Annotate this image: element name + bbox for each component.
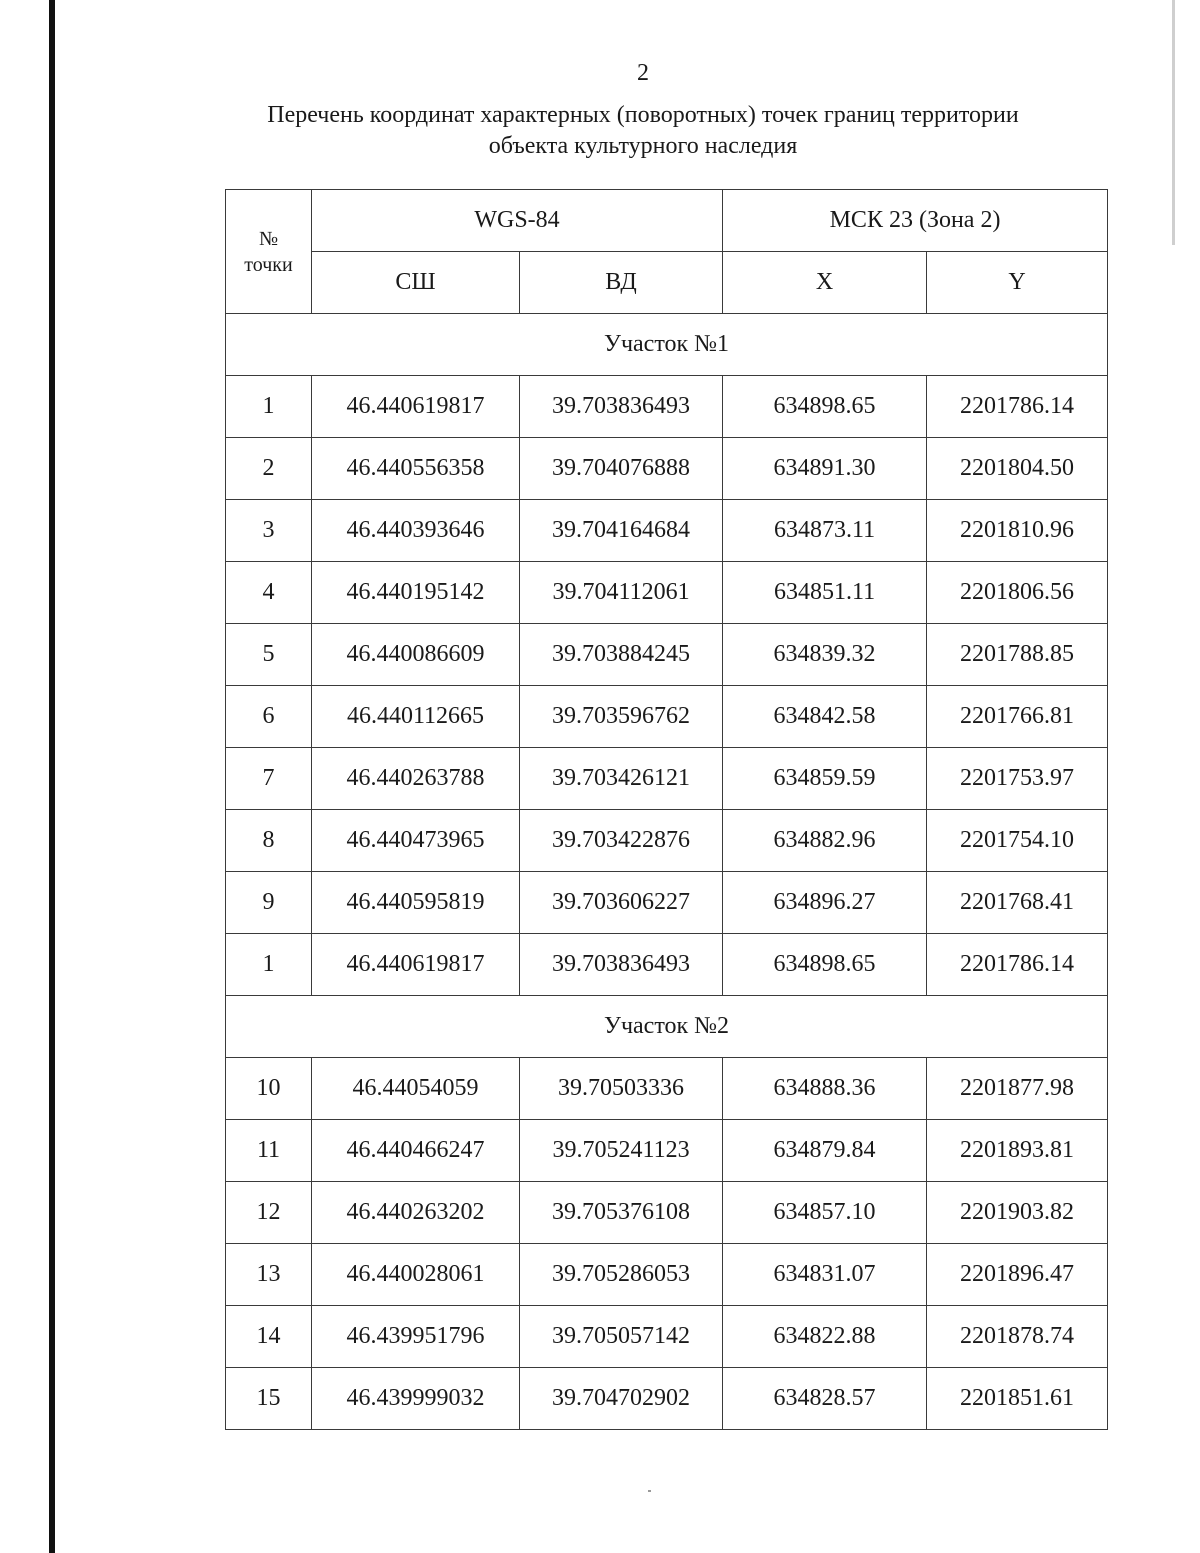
table-row xyxy=(226,1368,1108,1430)
section-title: Участок №1 xyxy=(226,314,1108,376)
cell-latitude: 46.440112665 xyxy=(312,686,520,748)
cell-latitude: 46.440263202 xyxy=(312,1182,520,1244)
cell-latitude: 46.440619817 xyxy=(312,934,520,996)
cell-x: 634898.65 xyxy=(723,376,927,438)
table-row xyxy=(226,500,1108,562)
cell-longitude: 39.703426121 xyxy=(520,748,723,810)
cell-longitude: 39.704702902 xyxy=(520,1368,723,1430)
cell-point-number: 11 xyxy=(226,1120,312,1182)
cell-longitude: 39.70503336 xyxy=(520,1058,723,1120)
cell-point-number: 6 xyxy=(226,686,312,748)
cell-point-number: 12 xyxy=(226,1182,312,1244)
cell-x: 634851.11 xyxy=(723,562,927,624)
document-title xyxy=(200,100,1086,162)
table-body xyxy=(226,314,1108,1430)
cell-longitude: 39.704164684 xyxy=(520,500,723,562)
cell-latitude: 46.440195142 xyxy=(312,562,520,624)
cell-y: 2201806.56 xyxy=(927,562,1108,624)
header-y: Y xyxy=(927,252,1108,314)
cell-x: 634873.11 xyxy=(723,500,927,562)
cell-point-number: 15 xyxy=(226,1368,312,1430)
cell-longitude: 39.705057142 xyxy=(520,1306,723,1368)
cell-x: 634842.58 xyxy=(723,686,927,748)
cell-point-number: 8 xyxy=(226,810,312,872)
table-row xyxy=(226,562,1108,624)
table-row xyxy=(226,872,1108,934)
header-row-groups xyxy=(226,190,1108,252)
cell-latitude: 46.439999032 xyxy=(312,1368,520,1430)
cell-latitude: 46.440466247 xyxy=(312,1120,520,1182)
header-latitude: СШ xyxy=(312,252,520,314)
section-row xyxy=(226,314,1108,376)
table-row xyxy=(226,748,1108,810)
cell-x: 634822.88 xyxy=(723,1306,927,1368)
cell-point-number: 3 xyxy=(226,500,312,562)
cell-longitude: 39.705241123 xyxy=(520,1120,723,1182)
cell-point-number: 13 xyxy=(226,1244,312,1306)
table-row xyxy=(226,686,1108,748)
cell-point-number: 14 xyxy=(226,1306,312,1368)
cell-longitude: 39.703606227 xyxy=(520,872,723,934)
header-point-number xyxy=(226,190,312,314)
cell-longitude: 39.703422876 xyxy=(520,810,723,872)
table-row xyxy=(226,1244,1108,1306)
scan-edge-left xyxy=(49,0,55,1553)
coordinates-table xyxy=(225,189,1108,1430)
cell-longitude: 39.704112061 xyxy=(520,562,723,624)
cell-point-number: 7 xyxy=(226,748,312,810)
table-header xyxy=(226,190,1108,314)
scan-speck xyxy=(648,1490,651,1492)
cell-longitude: 39.703836493 xyxy=(520,376,723,438)
cell-y: 2201851.61 xyxy=(927,1368,1108,1430)
header-no-symbol: № xyxy=(258,227,279,250)
cell-longitude: 39.705376108 xyxy=(520,1182,723,1244)
table-row xyxy=(226,624,1108,686)
table-row xyxy=(226,1306,1108,1368)
cell-point-number: 4 xyxy=(226,562,312,624)
cell-x: 634831.07 xyxy=(723,1244,927,1306)
cell-latitude: 46.440595819 xyxy=(312,872,520,934)
title-line-2: объекта культурного наследия xyxy=(488,133,798,159)
header-longitude: ВД xyxy=(520,252,723,314)
cell-y: 2201766.81 xyxy=(927,686,1108,748)
cell-point-number: 1 xyxy=(226,376,312,438)
section-title: Участок №2 xyxy=(226,996,1108,1058)
cell-y: 2201877.98 xyxy=(927,1058,1108,1120)
cell-latitude: 46.440473965 xyxy=(312,810,520,872)
section-row xyxy=(226,996,1108,1058)
cell-y: 2201786.14 xyxy=(927,376,1108,438)
cell-point-number: 2 xyxy=(226,438,312,500)
header-x: X xyxy=(723,252,927,314)
cell-point-number: 9 xyxy=(226,872,312,934)
table-row xyxy=(226,1058,1108,1120)
title-line-1: Перечень координат характерных (поворотных) точек границ территории xyxy=(267,102,1019,128)
cell-y: 2201878.74 xyxy=(927,1306,1108,1368)
cell-latitude: 46.440263788 xyxy=(312,748,520,810)
cell-y: 2201786.14 xyxy=(927,934,1108,996)
cell-y: 2201788.85 xyxy=(927,624,1108,686)
scan-edge-right xyxy=(1172,0,1175,245)
cell-longitude: 39.704076888 xyxy=(520,438,723,500)
cell-longitude: 39.703836493 xyxy=(520,934,723,996)
cell-y: 2201903.82 xyxy=(927,1182,1108,1244)
cell-x: 634879.84 xyxy=(723,1120,927,1182)
cell-point-number: 5 xyxy=(226,624,312,686)
table-row xyxy=(226,438,1108,500)
cell-x: 634888.36 xyxy=(723,1058,927,1120)
cell-longitude: 39.703884245 xyxy=(520,624,723,686)
cell-y: 2201810.96 xyxy=(927,500,1108,562)
cell-latitude: 46.44054059 xyxy=(312,1058,520,1120)
cell-x: 634859.59 xyxy=(723,748,927,810)
cell-longitude: 39.705286053 xyxy=(520,1244,723,1306)
cell-latitude: 46.440086609 xyxy=(312,624,520,686)
header-wgs84: WGS-84 xyxy=(312,190,723,252)
table-row xyxy=(226,934,1108,996)
cell-longitude: 39.703596762 xyxy=(520,686,723,748)
table-row xyxy=(226,810,1108,872)
cell-latitude: 46.440556358 xyxy=(312,438,520,500)
table-row xyxy=(226,1182,1108,1244)
table-row xyxy=(226,1120,1108,1182)
cell-x: 634898.65 xyxy=(723,934,927,996)
cell-y: 2201893.81 xyxy=(927,1120,1108,1182)
header-msk23: МСК 23 (Зона 2) xyxy=(723,190,1108,252)
cell-x: 634882.96 xyxy=(723,810,927,872)
header-row-columns xyxy=(226,252,1108,314)
cell-y: 2201768.41 xyxy=(927,872,1108,934)
cell-x: 634839.32 xyxy=(723,624,927,686)
cell-latitude: 46.440619817 xyxy=(312,376,520,438)
cell-x: 634891.30 xyxy=(723,438,927,500)
page-number: 2 xyxy=(637,60,649,86)
cell-latitude: 46.439951796 xyxy=(312,1306,520,1368)
table-row xyxy=(226,376,1108,438)
cell-x: 634828.57 xyxy=(723,1368,927,1430)
header-no-word: точки xyxy=(244,253,293,276)
cell-y: 2201896.47 xyxy=(927,1244,1108,1306)
cell-point-number: 1 xyxy=(226,934,312,996)
cell-y: 2201754.10 xyxy=(927,810,1108,872)
cell-point-number: 10 xyxy=(226,1058,312,1120)
cell-latitude: 46.440393646 xyxy=(312,500,520,562)
cell-x: 634857.10 xyxy=(723,1182,927,1244)
cell-latitude: 46.440028061 xyxy=(312,1244,520,1306)
cell-y: 2201753.97 xyxy=(927,748,1108,810)
cell-y: 2201804.50 xyxy=(927,438,1108,500)
cell-x: 634896.27 xyxy=(723,872,927,934)
